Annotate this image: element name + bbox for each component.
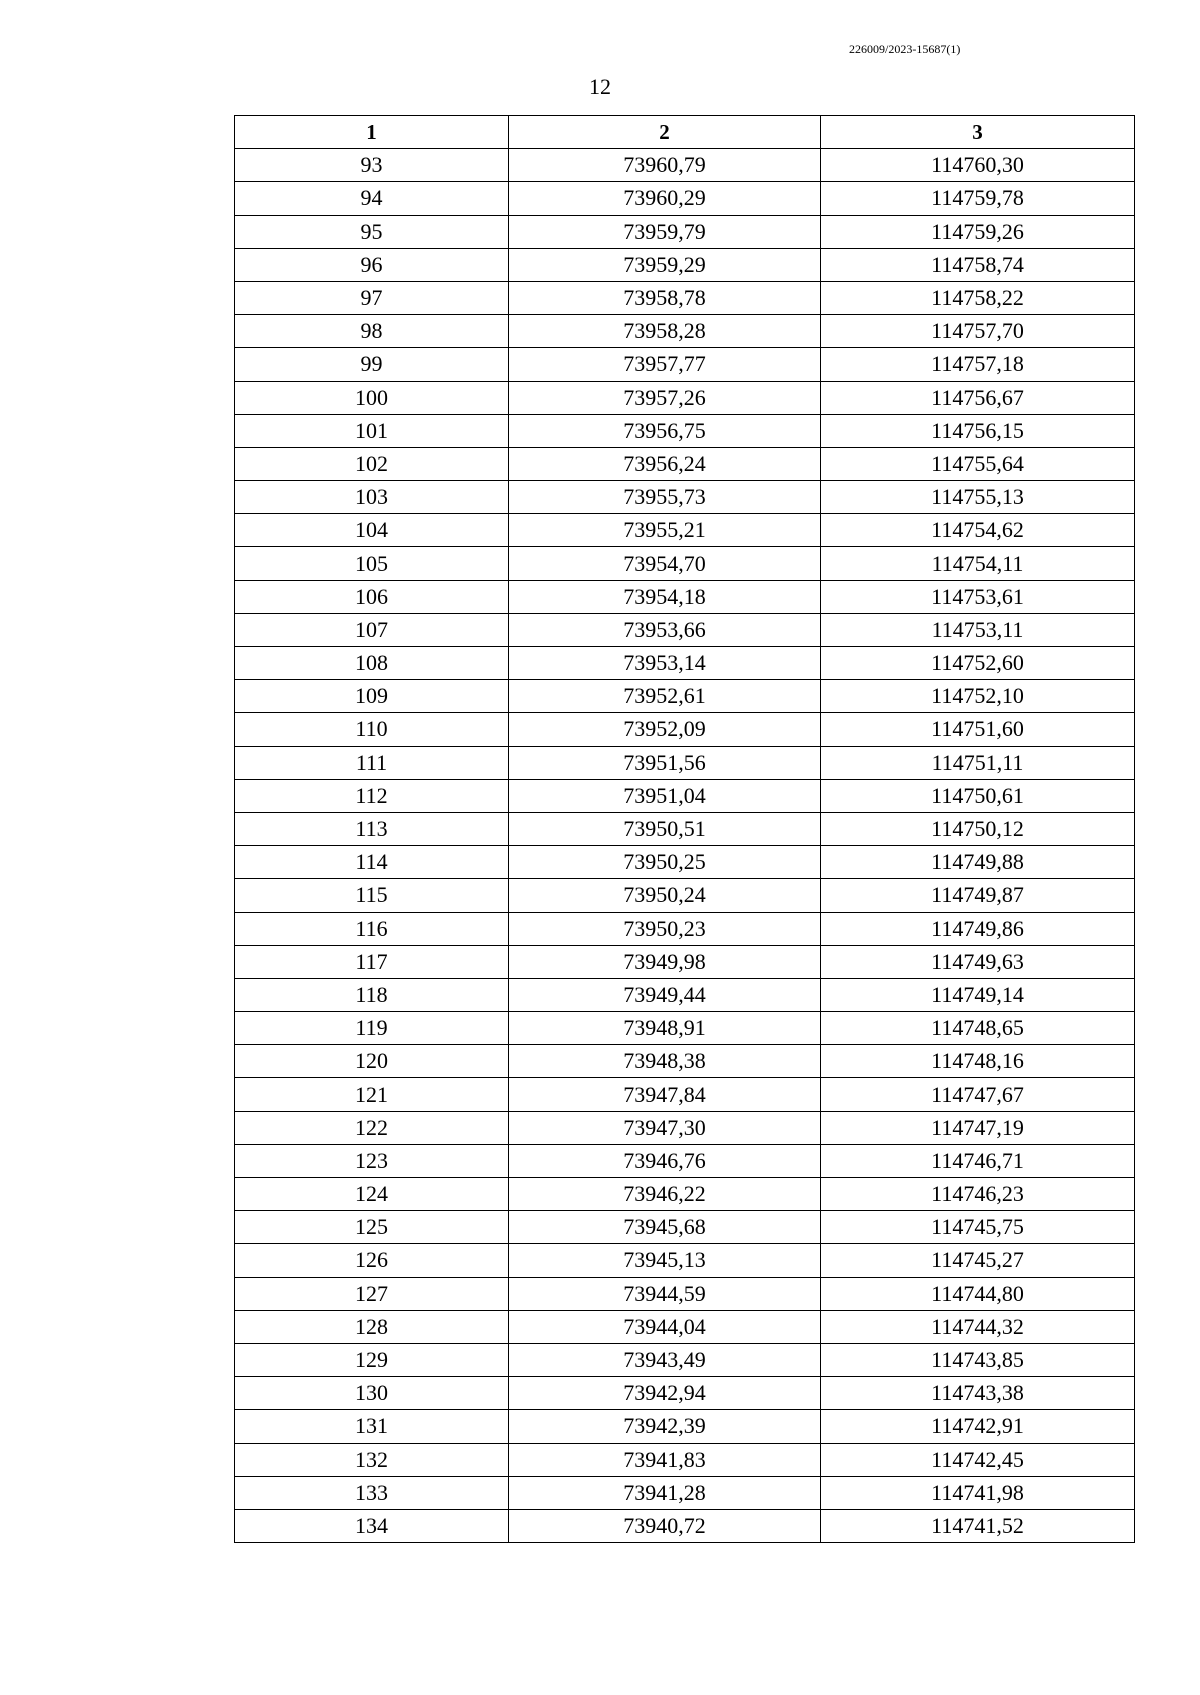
point-number-cell: 131 — [235, 1410, 509, 1443]
point-number-cell: 133 — [235, 1476, 509, 1509]
y-coordinate-cell: 114757,18 — [821, 348, 1135, 381]
point-number-cell: 116 — [235, 912, 509, 945]
point-number-cell: 104 — [235, 514, 509, 547]
table-row — [235, 281, 1135, 314]
point-number-cell: 129 — [235, 1343, 509, 1376]
y-coordinate-cell: 114754,62 — [821, 514, 1135, 547]
y-coordinate-cell: 114742,45 — [821, 1443, 1135, 1476]
table-row — [235, 1211, 1135, 1244]
x-coordinate-cell: 73952,09 — [509, 713, 821, 746]
x-coordinate-cell: 73946,76 — [509, 1144, 821, 1177]
point-number-cell: 105 — [235, 547, 509, 580]
x-coordinate-cell: 73954,70 — [509, 547, 821, 580]
y-coordinate-cell: 114760,30 — [821, 149, 1135, 182]
table-row — [235, 1410, 1135, 1443]
y-coordinate-cell: 114756,67 — [821, 381, 1135, 414]
y-coordinate-cell: 114747,67 — [821, 1078, 1135, 1111]
y-coordinate-cell: 114752,10 — [821, 680, 1135, 713]
point-number-cell: 128 — [235, 1310, 509, 1343]
x-coordinate-cell: 73959,79 — [509, 215, 821, 248]
table-row — [235, 680, 1135, 713]
point-number-cell: 102 — [235, 447, 509, 480]
x-coordinate-cell: 73959,29 — [509, 248, 821, 281]
table-row — [235, 1377, 1135, 1410]
x-coordinate-cell: 73942,39 — [509, 1410, 821, 1443]
table-body — [235, 149, 1135, 1543]
x-coordinate-cell: 73941,28 — [509, 1476, 821, 1509]
column-header: 3 — [821, 116, 1135, 149]
table-row — [235, 414, 1135, 447]
table-row — [235, 1343, 1135, 1376]
table-row — [235, 613, 1135, 646]
x-coordinate-cell: 73949,44 — [509, 978, 821, 1011]
table-row — [235, 812, 1135, 845]
table-row — [235, 481, 1135, 514]
point-number-cell: 94 — [235, 182, 509, 215]
point-number-cell: 113 — [235, 812, 509, 845]
x-coordinate-cell: 73957,77 — [509, 348, 821, 381]
point-number-cell: 122 — [235, 1111, 509, 1144]
x-coordinate-cell: 73951,04 — [509, 779, 821, 812]
table-row — [235, 1012, 1135, 1045]
point-number-cell: 97 — [235, 281, 509, 314]
x-coordinate-cell: 73943,49 — [509, 1343, 821, 1376]
x-coordinate-cell: 73950,51 — [509, 812, 821, 845]
table-row — [235, 1509, 1135, 1542]
x-coordinate-cell: 73953,66 — [509, 613, 821, 646]
coordinates-table — [234, 115, 1135, 1543]
y-coordinate-cell: 114749,86 — [821, 912, 1135, 945]
point-number-cell: 93 — [235, 149, 509, 182]
table-row — [235, 978, 1135, 1011]
table-row — [235, 381, 1135, 414]
x-coordinate-cell: 73952,61 — [509, 680, 821, 713]
point-number-cell: 111 — [235, 746, 509, 779]
x-coordinate-cell: 73940,72 — [509, 1509, 821, 1542]
x-coordinate-cell: 73957,26 — [509, 381, 821, 414]
point-number-cell: 112 — [235, 779, 509, 812]
point-number-cell: 106 — [235, 580, 509, 613]
point-number-cell: 100 — [235, 381, 509, 414]
y-coordinate-cell: 114754,11 — [821, 547, 1135, 580]
y-coordinate-cell: 114750,12 — [821, 812, 1135, 845]
x-coordinate-cell: 73946,22 — [509, 1178, 821, 1211]
point-number-cell: 119 — [235, 1012, 509, 1045]
point-number-cell: 114 — [235, 846, 509, 879]
table-row — [235, 1144, 1135, 1177]
table-row — [235, 149, 1135, 182]
x-coordinate-cell: 73951,56 — [509, 746, 821, 779]
y-coordinate-cell: 114741,98 — [821, 1476, 1135, 1509]
x-coordinate-cell: 73947,84 — [509, 1078, 821, 1111]
table-row — [235, 846, 1135, 879]
table-row — [235, 447, 1135, 480]
x-coordinate-cell: 73950,25 — [509, 846, 821, 879]
y-coordinate-cell: 114748,65 — [821, 1012, 1135, 1045]
table-row — [235, 1277, 1135, 1310]
point-number-cell: 118 — [235, 978, 509, 1011]
table-row — [235, 713, 1135, 746]
document-id: 226009/2023-15687(1) — [849, 42, 961, 56]
page-number: 12 — [589, 74, 611, 99]
y-coordinate-cell: 114745,75 — [821, 1211, 1135, 1244]
x-coordinate-cell: 73944,04 — [509, 1310, 821, 1343]
y-coordinate-cell: 114753,61 — [821, 580, 1135, 613]
y-coordinate-cell: 114749,87 — [821, 879, 1135, 912]
point-number-cell: 117 — [235, 945, 509, 978]
y-coordinate-cell: 114749,88 — [821, 846, 1135, 879]
x-coordinate-cell: 73953,14 — [509, 647, 821, 680]
y-coordinate-cell: 114755,64 — [821, 447, 1135, 480]
x-coordinate-cell: 73956,24 — [509, 447, 821, 480]
table-row — [235, 1178, 1135, 1211]
point-number-cell: 95 — [235, 215, 509, 248]
x-coordinate-cell: 73958,78 — [509, 281, 821, 314]
x-coordinate-cell: 73945,13 — [509, 1244, 821, 1277]
point-number-cell: 96 — [235, 248, 509, 281]
point-number-cell: 110 — [235, 713, 509, 746]
y-coordinate-cell: 114742,91 — [821, 1410, 1135, 1443]
y-coordinate-cell: 114755,13 — [821, 481, 1135, 514]
point-number-cell: 108 — [235, 647, 509, 680]
x-coordinate-cell: 73954,18 — [509, 580, 821, 613]
point-number-cell: 99 — [235, 348, 509, 381]
table-row — [235, 1244, 1135, 1277]
x-coordinate-cell: 73958,28 — [509, 315, 821, 348]
point-number-cell: 121 — [235, 1078, 509, 1111]
table-row — [235, 547, 1135, 580]
y-coordinate-cell: 114751,60 — [821, 713, 1135, 746]
y-coordinate-cell: 114744,32 — [821, 1310, 1135, 1343]
y-coordinate-cell: 114753,11 — [821, 613, 1135, 646]
x-coordinate-cell: 73942,94 — [509, 1377, 821, 1410]
table-row — [235, 1443, 1135, 1476]
table-row — [235, 746, 1135, 779]
table-row — [235, 1045, 1135, 1078]
x-coordinate-cell: 73955,73 — [509, 481, 821, 514]
table-row — [235, 514, 1135, 547]
table-row — [235, 1078, 1135, 1111]
column-header: 1 — [235, 116, 509, 149]
point-number-cell: 107 — [235, 613, 509, 646]
y-coordinate-cell: 114741,52 — [821, 1509, 1135, 1542]
point-number-cell: 98 — [235, 315, 509, 348]
point-number-cell: 126 — [235, 1244, 509, 1277]
point-number-cell: 115 — [235, 879, 509, 912]
y-coordinate-cell: 114749,63 — [821, 945, 1135, 978]
table-row — [235, 945, 1135, 978]
table-row — [235, 1111, 1135, 1144]
x-coordinate-cell: 73941,83 — [509, 1443, 821, 1476]
table-row — [235, 779, 1135, 812]
column-header: 2 — [509, 116, 821, 149]
point-number-cell: 125 — [235, 1211, 509, 1244]
x-coordinate-cell: 73955,21 — [509, 514, 821, 547]
y-coordinate-cell: 114750,61 — [821, 779, 1135, 812]
table-row — [235, 215, 1135, 248]
y-coordinate-cell: 114749,14 — [821, 978, 1135, 1011]
y-coordinate-cell: 114747,19 — [821, 1111, 1135, 1144]
y-coordinate-cell: 114758,74 — [821, 248, 1135, 281]
y-coordinate-cell: 114743,85 — [821, 1343, 1135, 1376]
point-number-cell: 132 — [235, 1443, 509, 1476]
y-coordinate-cell: 114746,23 — [821, 1178, 1135, 1211]
table-row — [235, 580, 1135, 613]
x-coordinate-cell: 73956,75 — [509, 414, 821, 447]
x-coordinate-cell: 73960,79 — [509, 149, 821, 182]
y-coordinate-cell: 114745,27 — [821, 1244, 1135, 1277]
y-coordinate-cell: 114758,22 — [821, 281, 1135, 314]
point-number-cell: 120 — [235, 1045, 509, 1078]
point-number-cell: 123 — [235, 1144, 509, 1177]
y-coordinate-cell: 114748,16 — [821, 1045, 1135, 1078]
x-coordinate-cell: 73950,23 — [509, 912, 821, 945]
x-coordinate-cell: 73950,24 — [509, 879, 821, 912]
table-row — [235, 879, 1135, 912]
point-number-cell: 101 — [235, 414, 509, 447]
table-row — [235, 1476, 1135, 1509]
table-row — [235, 348, 1135, 381]
x-coordinate-cell: 73944,59 — [509, 1277, 821, 1310]
x-coordinate-cell: 73960,29 — [509, 182, 821, 215]
table-row — [235, 182, 1135, 215]
y-coordinate-cell: 114744,80 — [821, 1277, 1135, 1310]
y-coordinate-cell: 114751,11 — [821, 746, 1135, 779]
point-number-cell: 109 — [235, 680, 509, 713]
y-coordinate-cell: 114756,15 — [821, 414, 1135, 447]
y-coordinate-cell: 114759,78 — [821, 182, 1135, 215]
x-coordinate-cell: 73947,30 — [509, 1111, 821, 1144]
table-header-row — [235, 116, 1135, 149]
point-number-cell: 130 — [235, 1377, 509, 1410]
x-coordinate-cell: 73948,38 — [509, 1045, 821, 1078]
y-coordinate-cell: 114752,60 — [821, 647, 1135, 680]
table-row — [235, 315, 1135, 348]
point-number-cell: 103 — [235, 481, 509, 514]
point-number-cell: 124 — [235, 1178, 509, 1211]
table-row — [235, 912, 1135, 945]
table-row — [235, 248, 1135, 281]
x-coordinate-cell: 73949,98 — [509, 945, 821, 978]
table-row — [235, 647, 1135, 680]
y-coordinate-cell: 114743,38 — [821, 1377, 1135, 1410]
point-number-cell: 134 — [235, 1509, 509, 1542]
x-coordinate-cell: 73948,91 — [509, 1012, 821, 1045]
table-row — [235, 1310, 1135, 1343]
point-number-cell: 127 — [235, 1277, 509, 1310]
x-coordinate-cell: 73945,68 — [509, 1211, 821, 1244]
y-coordinate-cell: 114759,26 — [821, 215, 1135, 248]
y-coordinate-cell: 114746,71 — [821, 1144, 1135, 1177]
y-coordinate-cell: 114757,70 — [821, 315, 1135, 348]
